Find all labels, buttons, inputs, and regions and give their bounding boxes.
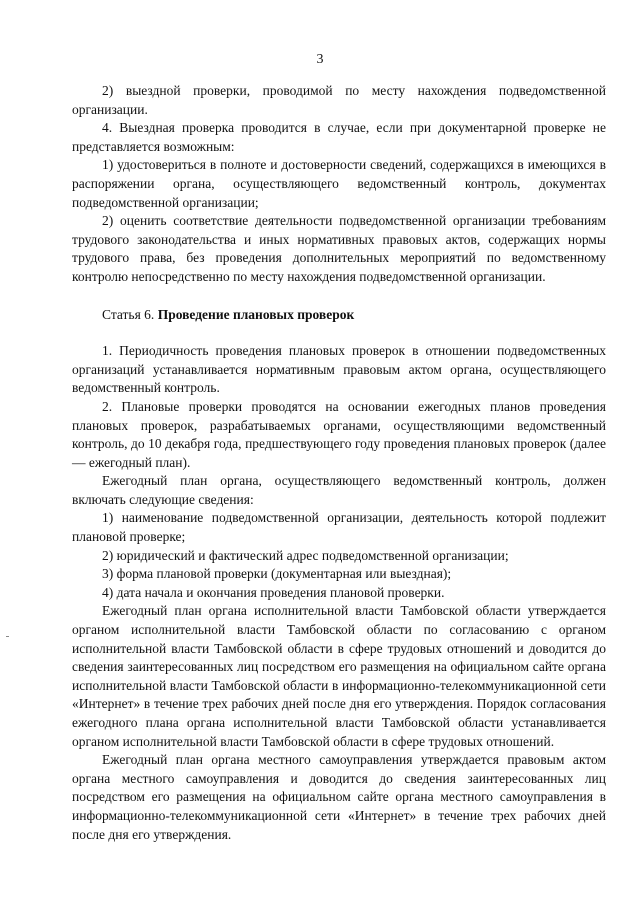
- paragraph: 2) юридический и фактический адрес подведомственной организации;: [102, 547, 509, 563]
- article-title: Проведение плановых проверок: [157, 306, 355, 322]
- paragraph: Ежегодный план органа исполнительной власти Тамбовской области утверждается органом исполнительной власти Тамбовской области по согласованию с органом исполнительной власти Тамбовской области в сфере трудовых отношений и доводится до сведения заинтересованных лиц посредством его размещения на официальном сайте органа исполнительной власти Тамбовской области в информационно-телекоммуникационной сети «Интернет» в течение трех рабочих дней после дня его утверждения. Порядок согласования ежегодного плана органа исполнительной власти Тамбовской области устанавливается органом исполнительной власти Тамбовской области в сфере трудовых отношений.: [72, 603, 606, 749]
- paragraph: 2) оценить соответствие деятельности подведомственной организации требованиям трудового законодательства и иных нормативных правовых актов, содержащих нормы трудового права, без проведения дополнительных мероприятий по ведомственному контролю непосредственно по месту нахождения подведомственной организации.: [72, 213, 606, 284]
- paragraph: 2) выездной проверки, проводимой по месту нахождения подведомственной организации.: [72, 83, 606, 117]
- paragraph: 2. Плановые проверки проводятся на основании ежегодных планов проведения плановых проверок, разрабатываемых органами, осуществляющими ведомственный контроль, до 10 декабря года, предшествующего году проведения плановых проверок (далее — ежегодный план).: [72, 398, 606, 470]
- paragraph: 3) форма плановой проверки (документарная или выездная);: [102, 566, 452, 582]
- paragraph: 1) наименование подведомственной организации, деятельность которой подлежит плановой проверке;: [72, 510, 606, 545]
- scan-margin-mark: [6, 636, 9, 637]
- paragraph: Ежегодный план органа местного самоуправления утверждается правовым актом органа местного самоуправления и доводится до сведения заинтересованных лиц посредством его размещения на официальном сайте органа местного самоуправления в информационно-телекоммуникационной сети «Интернет» в течение трех рабочих дней после дня его утверждения.: [72, 752, 606, 842]
- paragraph: 4. Выездная проверка проводится в случае, если при документарной проверке не представляется возможным:: [72, 120, 606, 154]
- page-number: 3: [316, 52, 324, 67]
- paragraph: 4) дата начала и окончания проведения плановой проверки.: [102, 584, 445, 600]
- article-heading: [72, 306, 606, 325]
- paragraph: Ежегодный план органа, осуществляющего ведомственный контроль, должен включать следующие сведения:: [72, 473, 606, 507]
- paragraph: 1) удостовериться в полноте и достоверности сведений, содержащихся в имеющихся в распоряжении органа, осуществляющего ведомственный контроль, документах подведомственной организации;: [72, 157, 606, 210]
- article-prefix: Статья 6.: [102, 306, 158, 322]
- document-body: [72, 82, 606, 844]
- paragraph: 1. Периодичность проведения плановых проверок в отношении подведомственных организаций устанавливается нормативным правовым актом органа, осуществляющего ведомственный контроль.: [72, 343, 606, 396]
